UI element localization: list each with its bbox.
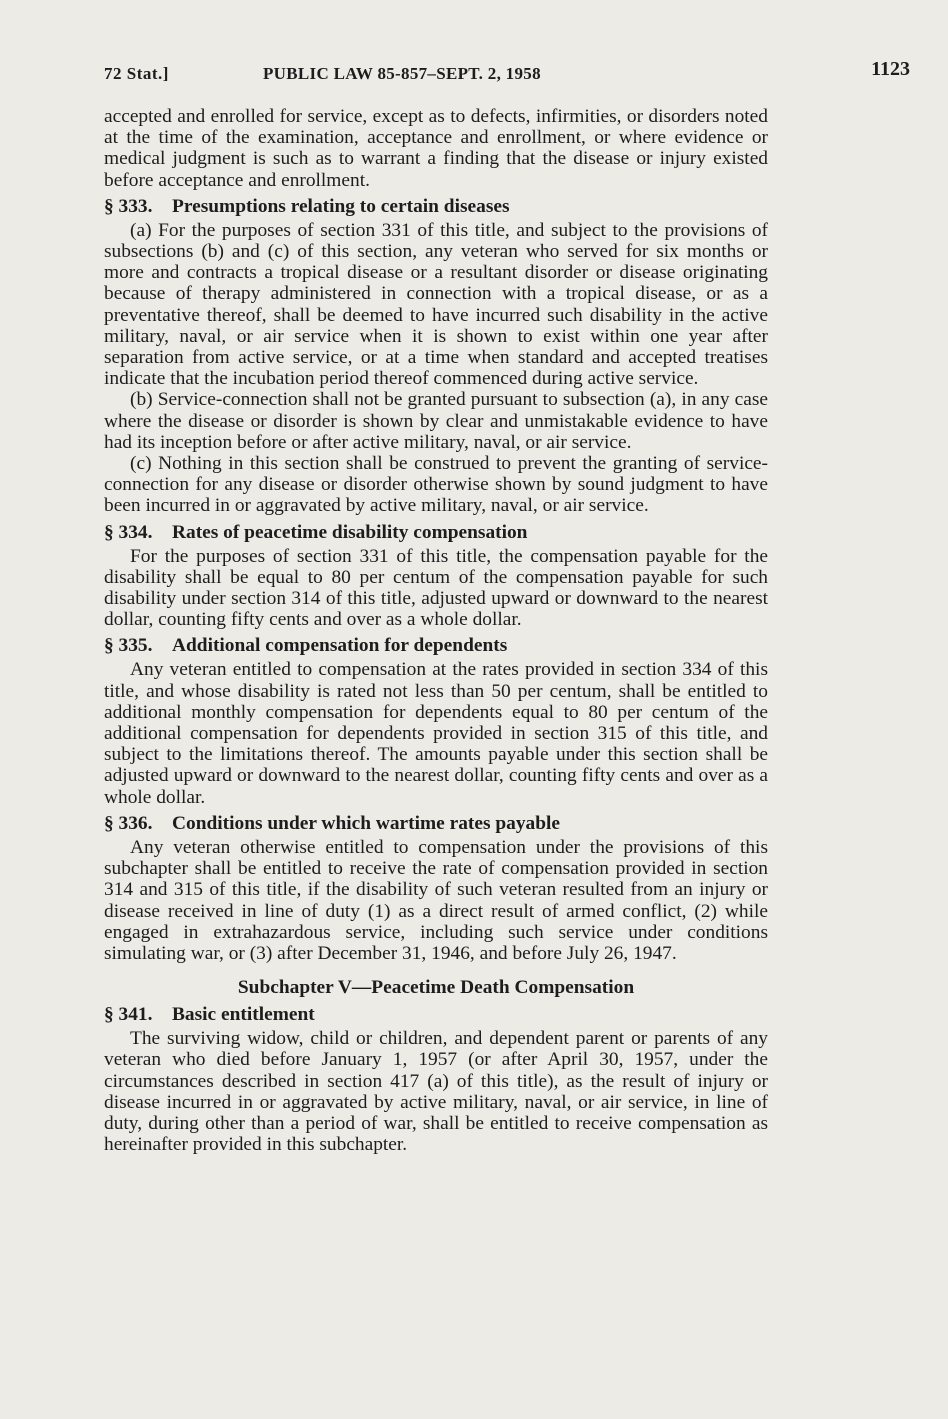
section-number: § 336.: [104, 812, 153, 834]
section-336-heading: [104, 813, 768, 835]
continued-paragraph: accepted and enrolled for service, except as to defects, infirmities, or disorders noted at the time of the examination, acceptance and enrollment, or where evidence or medical judgment is such as to warrant a finding that the disease or injury existed before acceptance and enrollment.: [104, 106, 768, 191]
section-title: Rates of peacetime disability compensation: [172, 521, 528, 543]
section-335-text: Any veteran entitled to compensation at the rates provided in section 334 of this title, and whose disability is rated not less than 50 per centum, shall be entitled to additional monthly compensation for dependents equal to 80 per centum of the additional compensation for dependents provided in section 315 of this title, and subject to the limitations thereof. The amounts payable under this section shall be adjusted upward or downward to the nearest dollar, counting fifty cents and over as a whole dollar.: [104, 659, 768, 808]
section-title: Conditions under which wartime rates payable: [172, 812, 561, 834]
public-law-title: PUBLIC LAW 85-857–SEPT. 2, 1958: [263, 64, 541, 83]
section-title: Presumptions relating to certain diseases: [172, 195, 510, 217]
document-body: [104, 106, 768, 1155]
section-336-text: Any veteran otherwise entitled to compensation under the provisions of this subchapter shall be entitled to receive the rate of compensation provided in section 314 and 315 of this title, if the disability of such veteran resulted from an injury or disease received in line of duty (1) as a direct result of armed conflict, (2) while engaged in extrahazardous service, including such service under conditions simulating war, or (3) after December 31, 1946, and before July 26, 1947.: [104, 836, 768, 964]
subchapter-heading: Subchapter V—Peacetime Death Compensation: [237, 977, 635, 999]
page-number: 1123: [871, 58, 910, 80]
section-number: § 335.: [104, 635, 153, 657]
section-number: § 341.: [104, 1004, 153, 1026]
section-335-heading: [104, 635, 768, 657]
section-title: Basic entitlement: [172, 1004, 315, 1026]
section-333-subsection-b: (b) Service-connection shall not be granted pursuant to subsection (a), in any case where the disease or disorder is shown by clear and unmistakable evidence to have had its inception before or after active military, naval, or air service.: [104, 389, 768, 453]
section-number: § 334.: [104, 521, 153, 543]
section-number: § 333.: [104, 195, 153, 217]
section-333-subsection-a: (a) For the purposes of section 331 of this title, and subject to the provisions of subsections (b) and (c) of this section, any veteran who served for six months or more and contracts a tropical disease or a resultant disorder or disease originating because of therapy administered in connection with a tropical disease, or as a preventative thereof, shall be deemed to have incurred such disability in the active military, naval, or air service when it is shown to exist within one year after separation from active service, or at a time when standard and accepted treatises indicate that the incubation period thereof commenced during active service.: [104, 219, 768, 390]
section-title: Additional compensation for dependents: [172, 635, 508, 657]
running-header: [104, 58, 910, 86]
section-334-text: For the purposes of section 331 of this title, the compensation payable for the disability shall be equal to 80 per centum of the compensation payable for such disability under section 314 of this title, adjusted upward or downward to the nearest dollar, counting fifty cents and over as a whole dollar.: [104, 545, 768, 631]
section-341-text: The surviving widow, child or children, and dependent parent or parents of any veteran who died before January 1, 1957 (or after April 30, 1957, under the circumstances described in section 417 (a) of this title), as the result of injury or disease incurred in or aggravated by active military, naval, or air service, in line of duty, during other than a period of war, shall be entitled to receive compensation as hereinafter provided in this subchapter.: [104, 1028, 768, 1156]
section-333-subsection-c: (c) Nothing in this section shall be construed to prevent the granting of service-connection for any disease or disorder otherwise shown by sound judgment to have been incurred in or aggravated by active military, naval, or air service.: [104, 453, 768, 517]
statute-reference: 72 Stat.]: [104, 64, 169, 83]
section-334-heading: [104, 522, 768, 544]
section-341-heading: [104, 1004, 768, 1026]
section-333-heading: [104, 196, 768, 218]
